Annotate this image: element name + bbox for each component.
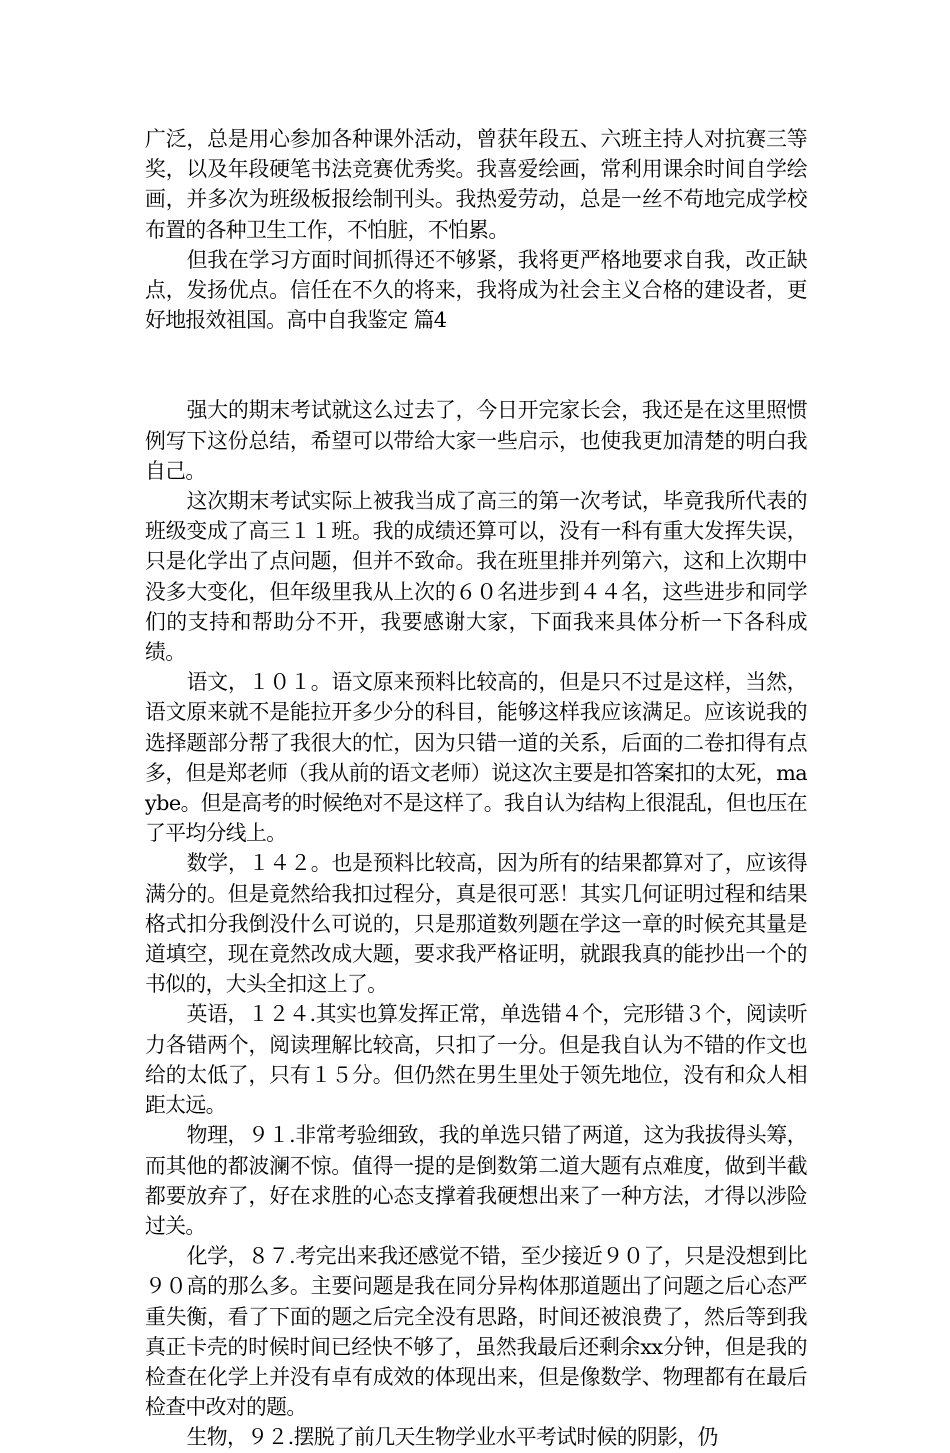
paragraph-chinese: 语文，１０１。语文原来预料比较高的，但是只不过是这样，当然，语文原来就不是能拉开多少分的科目，能够这样我应该满足。应该说我的选择题部分帮了我很大的忙，因为只错一道的关系，后面的二卷扣得有点多，但是郑老师（我从前的语文老师）说这次主要是扣答案扣的太死，maybe。但是高考的时候绝对不是这样了。我自认为结构上很混乱，但也压在了平均分线上。 (145, 670, 807, 846)
paragraph: 强大的期末考试就这么过去了，今日开完家长会，我还是在这里照惯例写下这份总结，希望可以带给大家一些启示，也使我更加清楚的明白我自己。 (145, 398, 807, 483)
paragraph-english: 英语，１２４.其实也算发挥正常，单选错４个，完形错３个，阅读听力各错两个，阅读理解比较高，只扣了一分。但是我自认为不错的作文也给的太低了，只有１５分。但仍然在男生里处于领先地位，没有和众人相距太远。 (145, 1002, 807, 1118)
paragraph: 这次期末考试实际上被我当成了高三的第一次考试，毕竟我所代表的班级变成了高三１１班。我的成绩还算可以，没有一科有重大发挥失误，只是化学出了点问题，但并不致命。我在班里排并列第六，这和上次期中没多大变化，但年级里我从上次的６０名进步到４４名，这些进步和同学们的支持和帮助分不开，我要感谢大家，下面我来具体分析一下各科成绩。 (145, 489, 807, 665)
paragraph-physics: 物理，９１.非常考验细致，我的单选只错了两道，这为我拔得头筹，而其他的都波澜不惊。值得一提的是倒数第二道大题有点难度，做到半截都要放弃了，好在求胜的心态支撑着我硬想出来了一种方法，才得以涉险过关。 (145, 1123, 807, 1238)
paragraph: 广泛，总是用心参加各种课外活动，曾获年段五、六班主持人对抗赛三等奖，以及年段硬笔书法竞赛优秀奖。我喜爱绘画，常利用课余时间自学绘画，并多次为班级板报绘制刊头。我热爱劳动，总是一丝不苟地完成学校布置的各种卫生工作，不怕脏，不怕累。 (145, 127, 807, 242)
paragraph-chemistry: 化学，８７.考完出来我还感觉不错，至少接近９０了，只是没想到比９０高的那么多。主要问题是我在同分异构体那道题出了问题之后心态严重失衡，看了下面的题之后完全没有思路，时间还被浪费了，然后等到我真正卡壳的时候时间已经快不够了，虽然我最后还剩余xx分钟，但是我的检查在化学上并没有卓有成效的体现出来，但是像数学、物理都有在最后检查中改对的题。 (145, 1244, 807, 1420)
paragraph: 但我在学习方面时间抓得还不够紧，我将更严格地要求自我，改正缺点，发扬优点。信任在不久的将来，我将成为社会主义合格的建设者，更好地报效祖国。高中自我鉴定 篇4 (145, 247, 807, 333)
paragraph-biology: 生物，９２.摆脱了前几天生物学业水平考试时候的阴影，仍 (186, 1425, 718, 1450)
section-gap (145, 335, 807, 395)
paragraph-math: 数学，１４２。也是预料比较高，因为所有的结果都算对了，应该得满分的。但是竟然给我扣过程分，真是很可恶！其实几何证明过程和结果格式扣分我倒没什么可说的，只是那道数列题在学这一章的时候充其量是道填空，现在竟然改成大题，要求我严格证明，就跟我真的能抄出一个的书似的，大头全扣这上了。 (145, 851, 807, 997)
document-body (145, 124, 807, 1453)
